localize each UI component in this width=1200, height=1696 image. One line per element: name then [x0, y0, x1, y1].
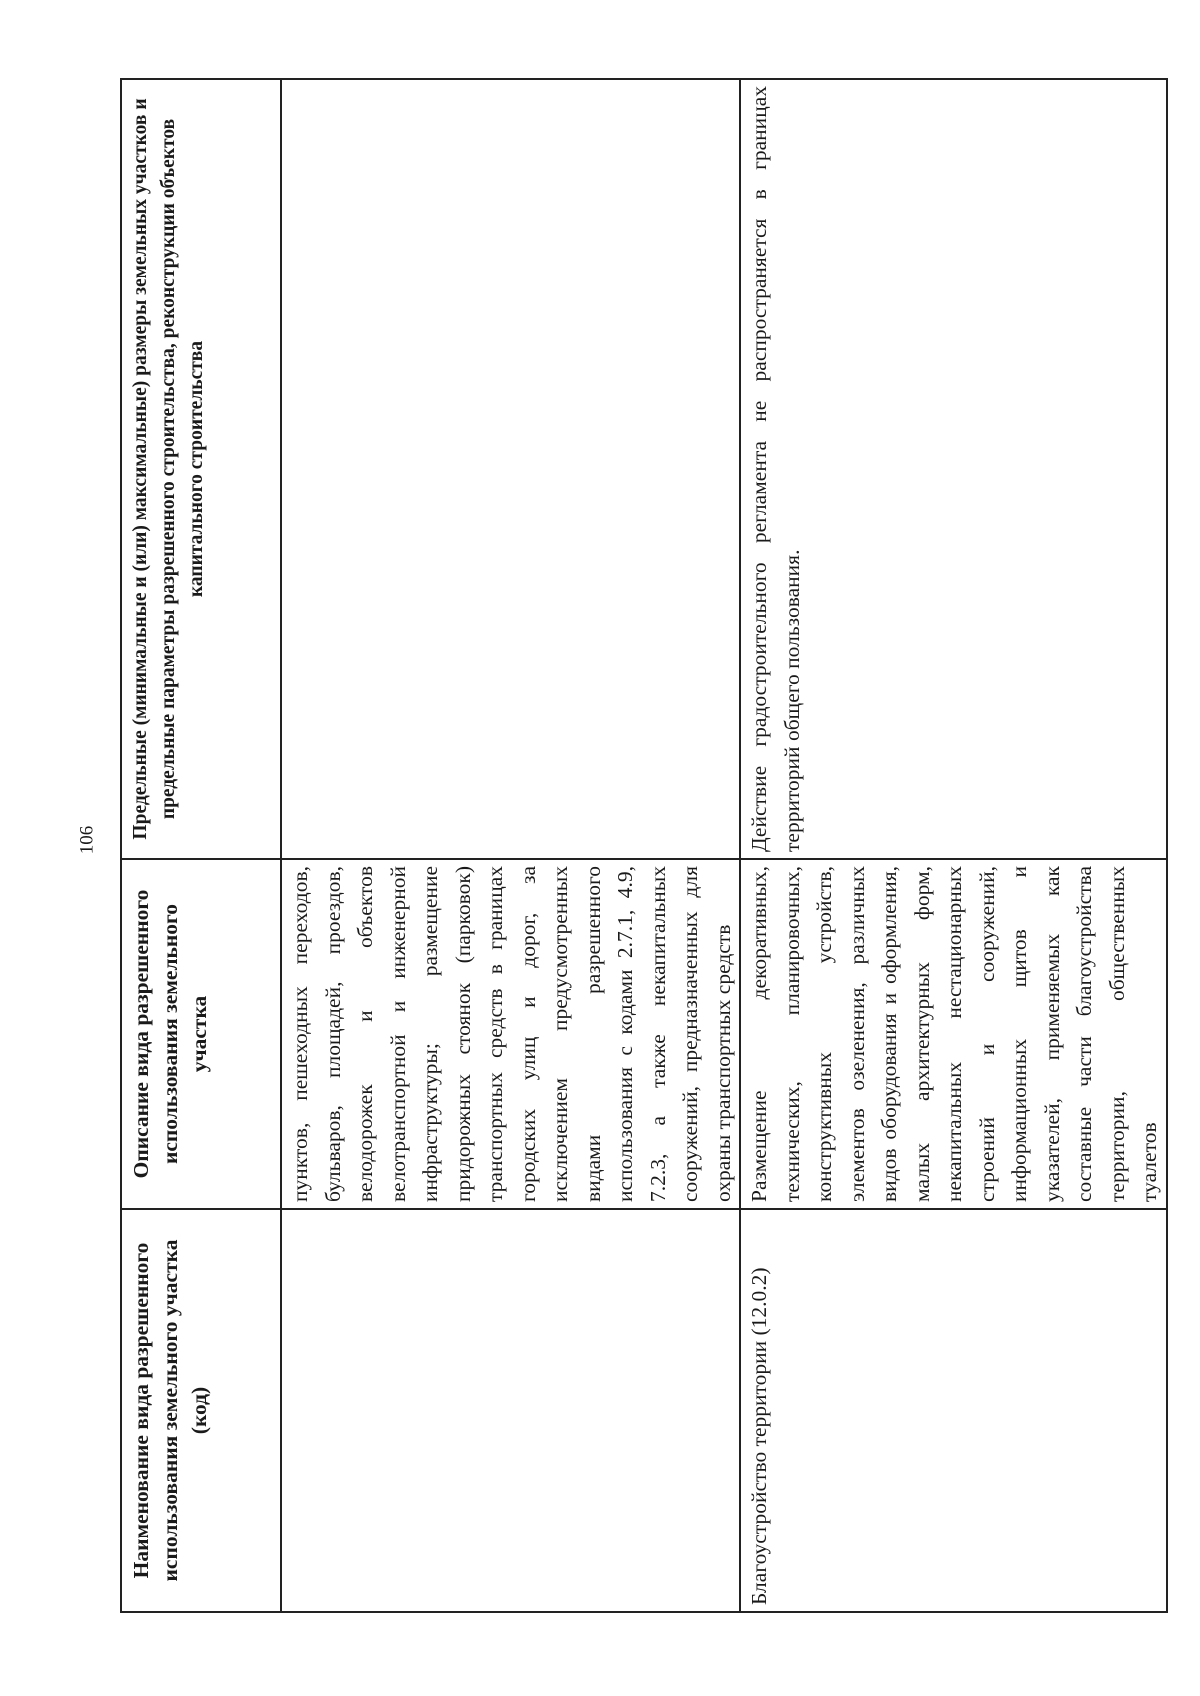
regulations-table-frame	[120, 80, 1161, 1613]
cell-use-type-description: Размещение декоративных, технических, планировочных, конструктивных устройств, элементов озеленения, различных видов оборудования и оформления, малых архитектурных форм, некапитальных нестационарных строений и сооружений, информационных щитов и указателей, применяемых как составные части благоустройства территории, общественных туалетов	[740, 859, 1167, 1209]
table-header-row	[121, 79, 281, 1612]
regulations-table	[120, 78, 1168, 1613]
header-use-type-name: Наименование вида разрешенного использования земельного участка (код)	[121, 1209, 281, 1612]
header-use-type-description: Описание вида разрешенного использования земельного участка	[121, 859, 281, 1209]
table-row	[740, 79, 1167, 1612]
cell-use-type-name	[281, 1209, 740, 1612]
page-number	[72, 820, 102, 860]
cell-limit-parameters: Действие градостроительного регламента не распространяется в границах территорий общего пользования.	[740, 79, 1167, 859]
page-number-text: 106	[76, 825, 97, 855]
cell-use-type-name: Благоустройство территории (12.0.2)	[740, 1209, 1167, 1612]
cell-limit-parameters	[281, 79, 740, 859]
cell-use-type-description: пунктов, пешеходных переходов, бульваров, площадей, проездов, велодорожек и объектов велотранспортной и инженерной инфраструктуры; размещение придорожных стоянок (парковок) транспортных средств в границах городских улиц и дорог, за исключением предусмотренных видами разрешенного использования с кодами 2.7.1, 4.9, 7.2.3, а также некапитальных сооружений, предназначенных для охраны транспортных средств	[281, 859, 740, 1209]
header-limit-parameters: Предельные (минимальные и (или) максимальные) размеры земельных участков и предельные параметры разрешенного строительства, реконструкции объектов капитального строительства	[121, 79, 281, 859]
table-row	[281, 79, 740, 1612]
